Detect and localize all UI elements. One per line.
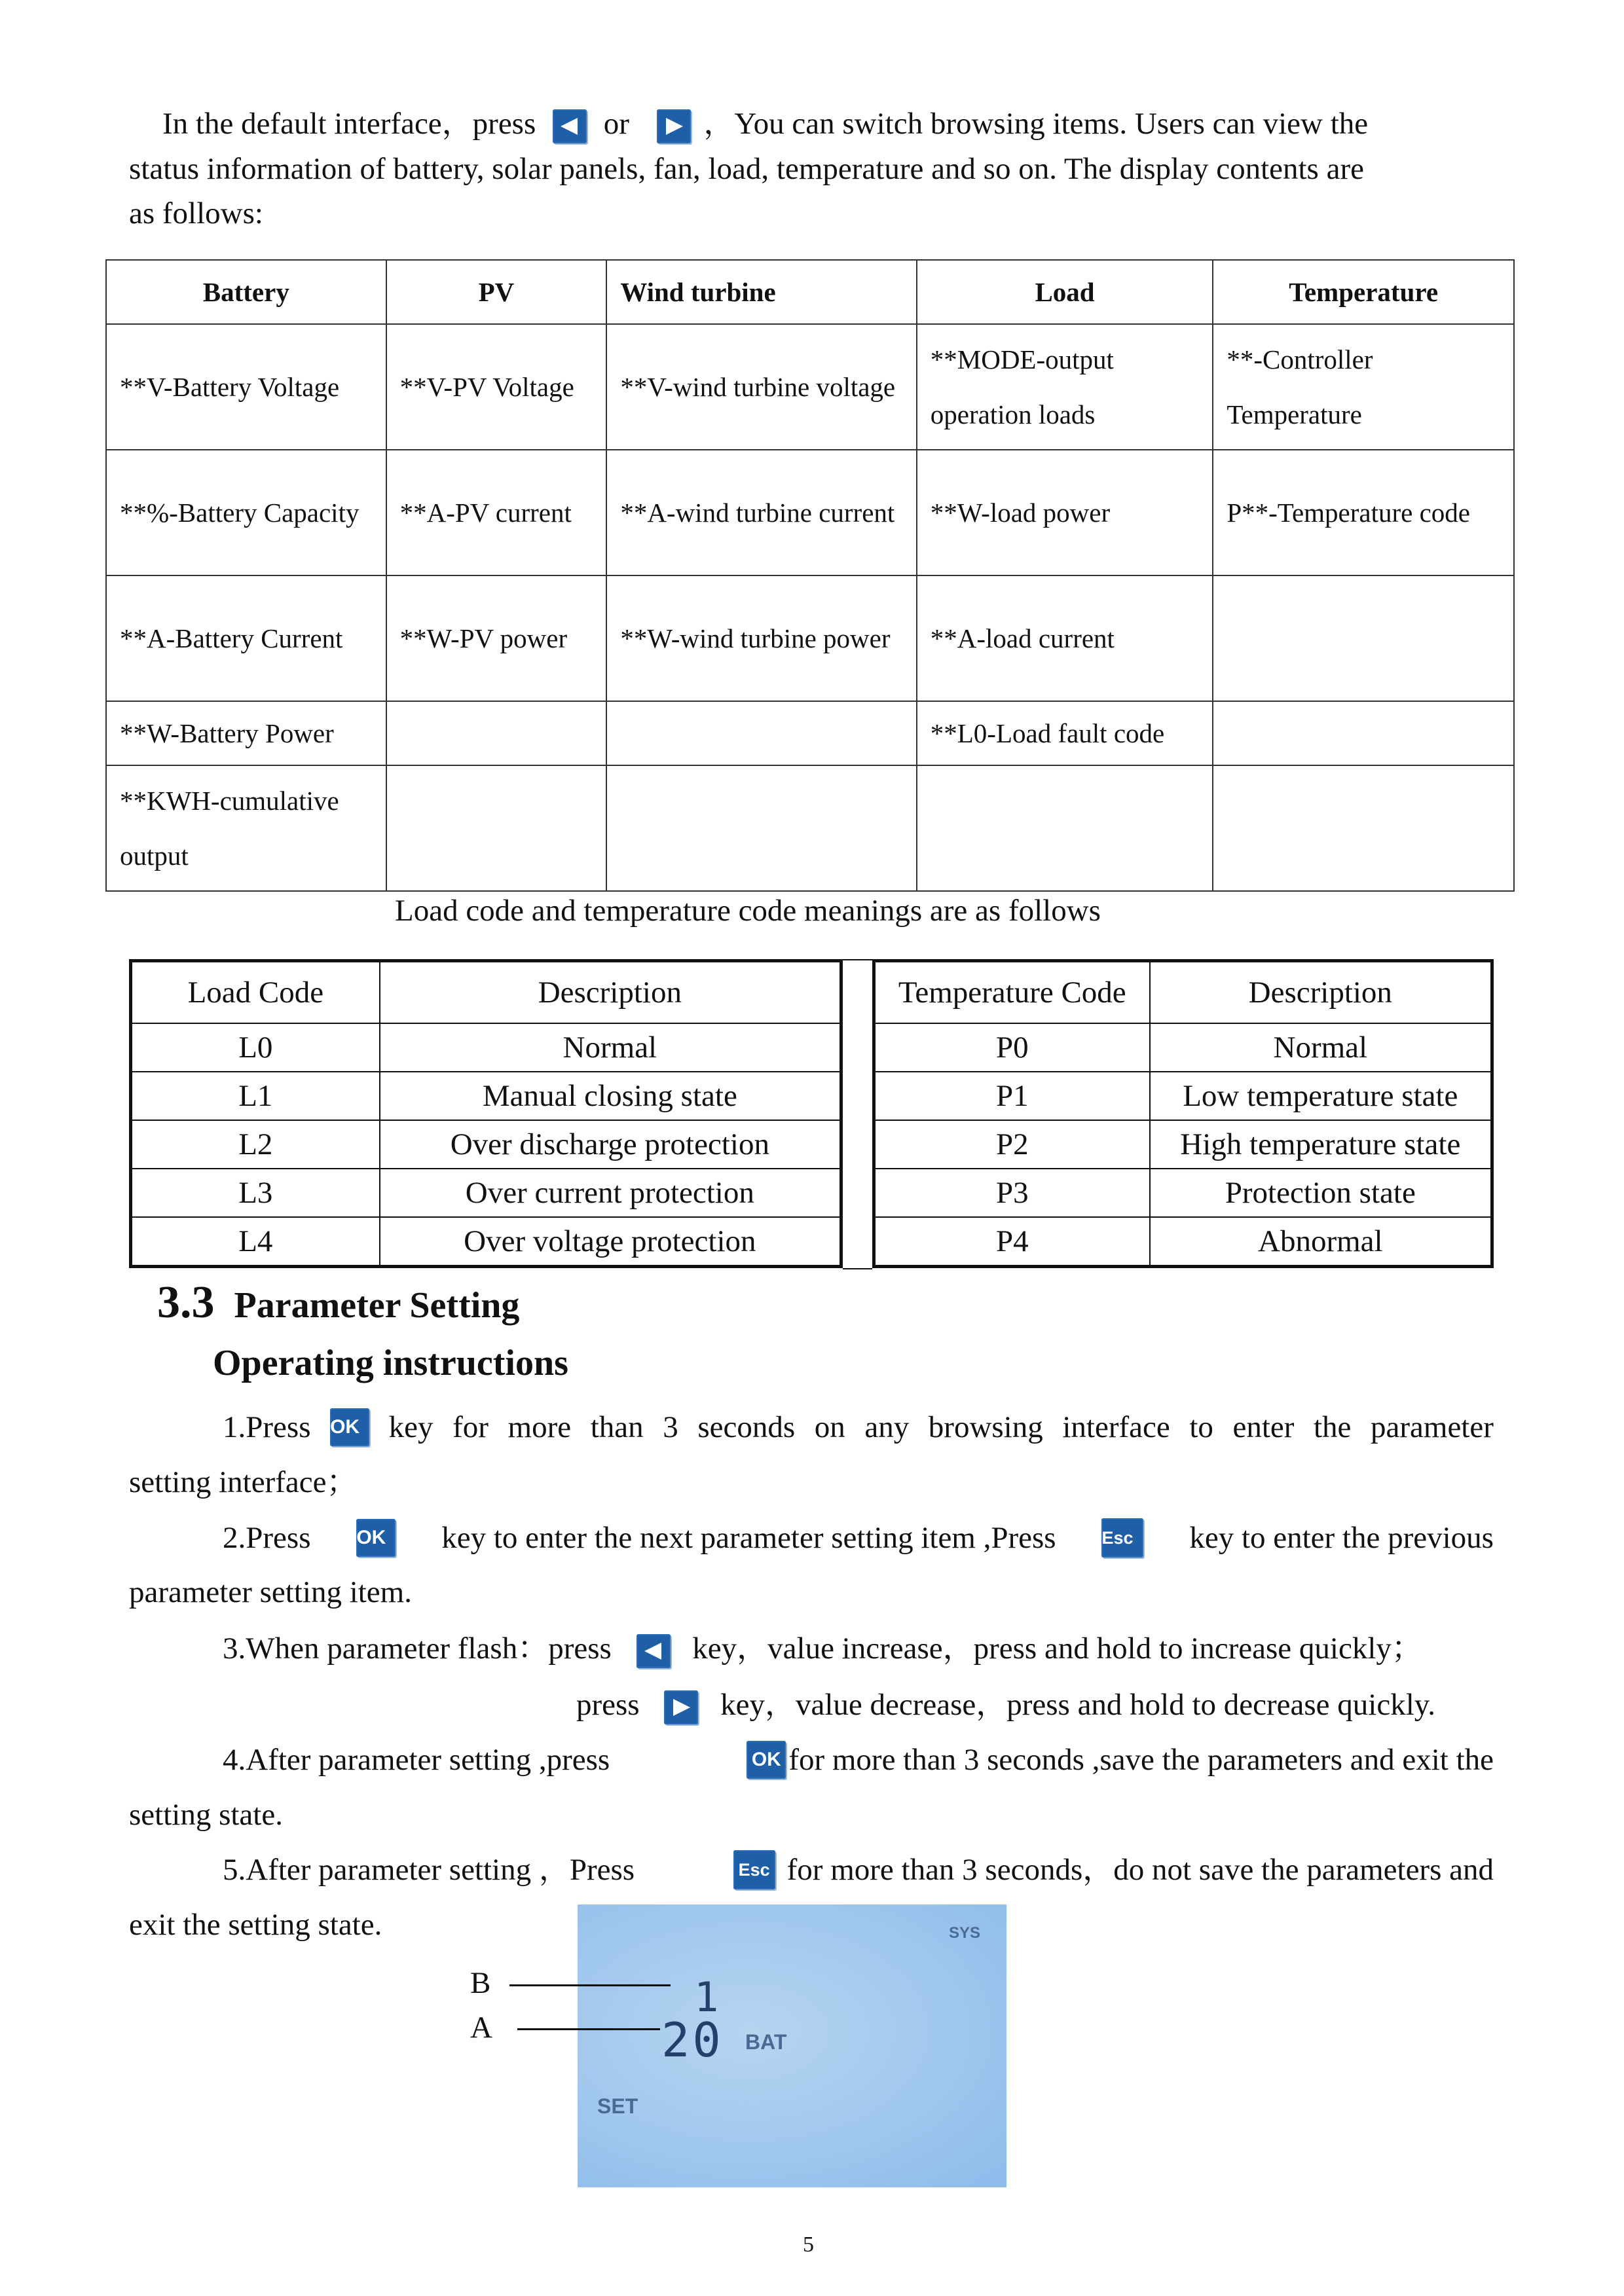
table-row bbox=[874, 1217, 1492, 1267]
right-arrow-icon bbox=[664, 1690, 698, 1724]
table-row bbox=[874, 1120, 1492, 1169]
table-cell: P4 bbox=[874, 1217, 1150, 1267]
step-5-line-2: exit the setting state. bbox=[129, 1908, 382, 1942]
table-cell: Over discharge protection bbox=[380, 1120, 841, 1169]
lcd-digits-main: 20 bbox=[661, 2013, 724, 2068]
table-cell: P**-Temperature code bbox=[1213, 450, 1514, 575]
table-cell: **A-wind turbine current bbox=[606, 450, 916, 575]
table-row bbox=[106, 324, 1514, 450]
header-load-code: Load Code bbox=[131, 961, 380, 1024]
lcd-bat-indicator: BAT bbox=[745, 2030, 787, 2054]
lcd-digit-top: 1 bbox=[694, 1973, 719, 2021]
table-cell: Normal bbox=[380, 1023, 841, 1072]
header-pv: PV bbox=[386, 260, 607, 324]
callout-label-a: A bbox=[470, 2011, 492, 2045]
table-cell bbox=[1213, 765, 1514, 891]
header-temperature: Temperature bbox=[1213, 260, 1514, 324]
right-arrow-icon bbox=[657, 109, 691, 143]
header-wind-turbine: Wind turbine bbox=[606, 260, 916, 324]
step-3-line-2: press key，value decrease，press and hold to decrease quickly. bbox=[576, 1683, 1435, 1727]
table-cell: **W-wind turbine power bbox=[606, 575, 916, 701]
section-number: 3.3 bbox=[157, 1277, 215, 1328]
table-cell: P2 bbox=[874, 1120, 1150, 1169]
table-cell: **W-load power bbox=[917, 450, 1213, 575]
table-cell: **%-Battery Capacity bbox=[106, 450, 386, 575]
load-code-table bbox=[129, 959, 843, 1268]
table-row bbox=[106, 701, 1514, 765]
table-cell: **V-PV Voltage bbox=[386, 324, 607, 450]
table-row bbox=[131, 1072, 841, 1120]
table-cell: **V-wind turbine voltage bbox=[606, 324, 916, 450]
page-number: 5 bbox=[803, 2232, 814, 2257]
table-cell: P1 bbox=[874, 1072, 1150, 1120]
section-heading bbox=[157, 1277, 519, 1329]
status-table bbox=[105, 259, 1515, 892]
table-row bbox=[131, 1023, 841, 1072]
table-cell bbox=[386, 701, 607, 765]
table-header-row bbox=[131, 961, 841, 1024]
left-arrow-icon bbox=[637, 1634, 671, 1668]
table-cell: **A-load current bbox=[917, 575, 1213, 701]
table-header-row bbox=[106, 260, 1514, 324]
step-4-line-2: setting state. bbox=[129, 1798, 283, 1832]
callout-label-b: B bbox=[470, 1966, 491, 2000]
table-cell: **L0-Load fault code bbox=[917, 701, 1213, 765]
table-cell: **W-Battery Power bbox=[106, 701, 386, 765]
header-load: Load bbox=[917, 260, 1213, 324]
table-cell: L3 bbox=[131, 1169, 380, 1217]
lcd-sys-indicator: SYS bbox=[949, 1924, 981, 1942]
callout-line-b bbox=[509, 1984, 671, 1986]
table-cell: P0 bbox=[874, 1023, 1150, 1072]
table-cell: P3 bbox=[874, 1169, 1150, 1217]
ok-key-icon: OK bbox=[330, 1408, 369, 1446]
table-cell: Normal bbox=[1150, 1023, 1492, 1072]
table-gap-column bbox=[843, 959, 872, 1269]
table-row bbox=[106, 575, 1514, 701]
table-caption: Load code and temperature code meanings are as follows bbox=[395, 894, 1101, 928]
section-subtitle: Operating instructions bbox=[213, 1343, 568, 1383]
table-cell: Over voltage protection bbox=[380, 1217, 841, 1267]
table-row bbox=[131, 1120, 841, 1169]
lcd-set-indicator: SET bbox=[597, 2094, 638, 2118]
table-row bbox=[106, 765, 1514, 891]
step-3-line-1: 3.When parameter flash：press key，value increase，press and hold to increase quickly； bbox=[223, 1626, 1422, 1671]
table-cell: High temperature state bbox=[1150, 1120, 1492, 1169]
table-cell: **A-Battery Current bbox=[106, 575, 386, 701]
step-2-line-1: 2.Press OK key to enter the next parameter setting item ,Press Esc key to enter the previous bbox=[223, 1516, 1494, 1560]
table-row bbox=[874, 1023, 1492, 1072]
header-description: Description bbox=[380, 961, 841, 1024]
esc-key-icon: Esc bbox=[733, 1850, 775, 1889]
table-row bbox=[131, 1169, 841, 1217]
step-4-line-1: 4.After parameter setting ,press OK for more than 3 seconds ,save the parameters and exit the bbox=[223, 1738, 1494, 1782]
section-title: Parameter Setting bbox=[234, 1285, 520, 1326]
ok-key-icon: OK bbox=[747, 1741, 786, 1779]
table-cell bbox=[386, 765, 607, 891]
callout-line-a bbox=[517, 2028, 660, 2030]
table-cell: **V-Battery Voltage bbox=[106, 324, 386, 450]
table-cell: Low temperature state bbox=[1150, 1072, 1492, 1120]
table-header-row bbox=[874, 961, 1492, 1024]
table-cell: Over current protection bbox=[380, 1169, 841, 1217]
table-row bbox=[106, 450, 1514, 575]
header-battery: Battery bbox=[106, 260, 386, 324]
table-cell: Manual closing state bbox=[380, 1072, 841, 1120]
table-row bbox=[131, 1217, 841, 1267]
table-cell: Protection state bbox=[1150, 1169, 1492, 1217]
table-cell: L2 bbox=[131, 1120, 380, 1169]
left-arrow-icon bbox=[553, 109, 587, 143]
step-1-line-1: 1.Press OK key for more than 3 seconds on any browsing interface to enter the parameter bbox=[223, 1405, 1494, 1449]
intro-line-3: as follows: bbox=[129, 196, 263, 230]
table-cell bbox=[1213, 701, 1514, 765]
table-cell bbox=[606, 765, 916, 891]
table-cell: L1 bbox=[131, 1072, 380, 1120]
ok-key-icon: OK bbox=[356, 1519, 396, 1557]
table-cell: **KWH-cumulative output bbox=[106, 765, 386, 891]
intro-line-1: In the default interface，press or ，You can switch browsing items. Users can view the bbox=[162, 101, 1368, 146]
step-2-line-2: parameter setting item. bbox=[129, 1575, 412, 1609]
esc-key-icon: Esc bbox=[1101, 1518, 1143, 1558]
table-cell: **MODE-output operation loads bbox=[917, 324, 1213, 450]
table-cell bbox=[1213, 575, 1514, 701]
table-cell: L4 bbox=[131, 1217, 380, 1267]
table-cell bbox=[606, 701, 916, 765]
table-cell: L0 bbox=[131, 1023, 380, 1072]
step-5-line-1: 5.After parameter setting ，Press Esc for more than 3 seconds，do not save the parameters and bbox=[223, 1848, 1494, 1892]
table-cell bbox=[917, 765, 1213, 891]
table-cell: Abnormal bbox=[1150, 1217, 1492, 1267]
table-cell: **A-PV current bbox=[386, 450, 607, 575]
step-1-line-2: setting interface； bbox=[129, 1465, 358, 1499]
header-temperature-code: Temperature Code bbox=[874, 961, 1150, 1024]
lcd-display-image bbox=[578, 1904, 1006, 2187]
intro-line-2: status information of battery, solar panels, fan, load, temperature and so on. The display contents are bbox=[129, 152, 1364, 186]
table-cell: **-Controller Temperature bbox=[1213, 324, 1514, 450]
table-row bbox=[874, 1169, 1492, 1217]
table-row bbox=[874, 1072, 1492, 1120]
table-cell: **W-PV power bbox=[386, 575, 607, 701]
header-description: Description bbox=[1150, 961, 1492, 1024]
temperature-code-table bbox=[872, 959, 1494, 1268]
